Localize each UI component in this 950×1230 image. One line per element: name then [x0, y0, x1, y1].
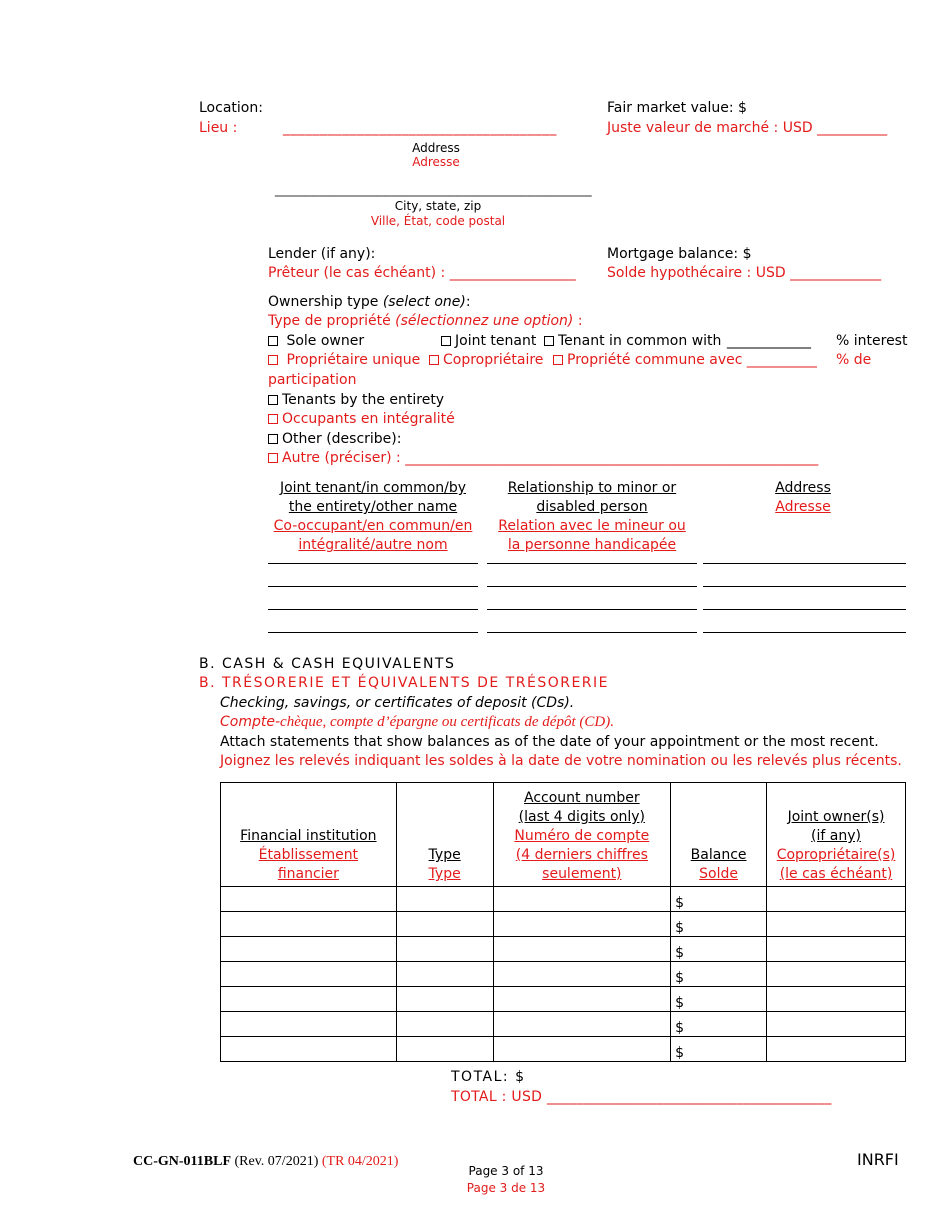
- cell-institution[interactable]: [221, 912, 397, 937]
- form-id: CC-GN-011BLF (Rev. 07/2021) (TR 04/2021): [133, 1154, 399, 1169]
- page-number: Page 3 of 13: [468, 1164, 544, 1178]
- cell-joint-owner[interactable]: [767, 1012, 906, 1037]
- cotenant-line[interactable]: [703, 609, 906, 610]
- cotenant-line[interactable]: [268, 632, 478, 633]
- section-b-subtitle: Checking, savings, or certificates of deposit (CDs).: [220, 695, 575, 711]
- interest-label-fr-cont: participation: [268, 372, 357, 388]
- total-label: TOTAL: $: [451, 1069, 526, 1085]
- cell-balance[interactable]: $: [671, 937, 767, 962]
- cotenant-line[interactable]: [703, 586, 906, 587]
- table-row: [221, 887, 906, 912]
- checkbox-icon[interactable]: [544, 336, 554, 346]
- cell-balance[interactable]: $: [671, 887, 767, 912]
- cotenant-line[interactable]: [487, 586, 697, 587]
- cell-account[interactable]: [493, 937, 671, 962]
- option-tenant-in-common-fr[interactable]: Propriété commune avec __________: [553, 351, 817, 370]
- location-label: Location:: [199, 100, 263, 116]
- option-joint-tenant-fr[interactable]: Copropriétaire: [429, 351, 543, 370]
- section-b-title-fr: B. TRÉSORERIE ET ÉQUIVALENTS DE TRÉSORERIE: [199, 675, 609, 691]
- checkbox-icon[interactable]: [268, 395, 278, 405]
- option-other-fr[interactable]: Autre (préciser) : ___________________________________________________________: [268, 449, 818, 468]
- accounts-table: [220, 782, 906, 1062]
- cell-joint-owner[interactable]: [767, 887, 906, 912]
- table-row: [221, 962, 906, 987]
- cell-balance[interactable]: $: [671, 912, 767, 937]
- option-tenants-entirety-fr[interactable]: Occupants en intégralité: [268, 410, 455, 429]
- table-row: [221, 912, 906, 937]
- section-b-title: B. CASH & CASH EQUIVALENTS: [199, 656, 456, 672]
- cotenant-line[interactable]: [268, 563, 478, 564]
- cotenant-line[interactable]: [268, 586, 478, 587]
- total-field[interactable]: TOTAL : USD _______________________________________: [451, 1089, 832, 1105]
- header-balance: Balance Solde: [671, 783, 767, 887]
- cell-institution[interactable]: [221, 962, 397, 987]
- cell-type[interactable]: [396, 1012, 493, 1037]
- ownership-title: Ownership type (select one):: [268, 294, 471, 310]
- cell-institution[interactable]: [221, 987, 397, 1012]
- cotenant-line[interactable]: [268, 609, 478, 610]
- option-joint-tenant[interactable]: Joint tenant: [441, 332, 536, 351]
- cell-account[interactable]: [493, 912, 671, 937]
- cell-type[interactable]: [396, 1037, 493, 1062]
- cell-joint-owner[interactable]: [767, 1037, 906, 1062]
- cell-balance[interactable]: $: [671, 987, 767, 1012]
- table-header-row: [221, 783, 906, 887]
- cell-balance[interactable]: $: [671, 1012, 767, 1037]
- ownership-title-fr: Type de propriété (sélectionnez une option) :: [268, 313, 583, 329]
- cell-account[interactable]: [493, 1012, 671, 1037]
- attach-instructions-fr: Joignez les relevés indiquant les soldes à la date de votre nomination ou les relevés plus récents.: [220, 753, 902, 769]
- checkbox-icon[interactable]: [268, 336, 278, 346]
- option-other[interactable]: Other (describe):: [268, 430, 401, 449]
- option-tenants-entirety[interactable]: Tenants by the entirety: [268, 391, 444, 410]
- option-tenant-in-common[interactable]: Tenant in common with: [544, 332, 721, 351]
- interest-field[interactable]: ____________: [727, 333, 811, 349]
- cotenant-line[interactable]: [487, 609, 697, 610]
- fmv-field[interactable]: Juste valeur de marché : USD __________: [607, 120, 888, 136]
- table-row: [221, 937, 906, 962]
- address-field[interactable]: _____________________________________: [283, 120, 557, 136]
- cell-institution[interactable]: [221, 887, 397, 912]
- checkbox-icon[interactable]: [429, 355, 439, 365]
- cell-joint-owner[interactable]: [767, 987, 906, 1012]
- cell-balance[interactable]: $: [671, 962, 767, 987]
- address-caption: Address: [412, 141, 460, 155]
- city-caption-fr: Ville, État, code postal: [370, 214, 506, 228]
- cell-joint-owner[interactable]: [767, 962, 906, 987]
- option-sole-owner[interactable]: Sole owner: [268, 332, 364, 351]
- cell-account[interactable]: [493, 987, 671, 1012]
- header-joint-owners: Joint owner(s) (if any) Copropriétaire(s) (le cas échéant): [767, 783, 906, 887]
- attach-instructions: Attach statements that show balances as of the date of your appointment or the most recent.: [220, 734, 879, 750]
- checkbox-icon[interactable]: [268, 434, 278, 444]
- lender-label: Lender (if any):: [268, 246, 376, 262]
- cell-account[interactable]: [493, 1037, 671, 1062]
- form-code: INRFI: [857, 1150, 899, 1169]
- city-field[interactable]: ____________________________________________: [275, 181, 592, 197]
- mortgage-label: Mortgage balance: $: [607, 246, 752, 262]
- header-financial-institution: Financial institution Établissement financier: [221, 783, 397, 887]
- table-row: [221, 1037, 906, 1062]
- cell-institution[interactable]: [221, 1012, 397, 1037]
- table-row: [221, 1012, 906, 1037]
- page-number-fr: Page 3 de 13: [466, 1181, 546, 1195]
- checkbox-icon[interactable]: [268, 355, 278, 365]
- cell-type[interactable]: [396, 937, 493, 962]
- fmv-label: Fair market value: $: [607, 100, 747, 116]
- address-caption-fr: Adresse: [412, 155, 460, 169]
- location-label-fr: Lieu :: [199, 120, 238, 136]
- cell-institution[interactable]: [221, 1037, 397, 1062]
- interest-label: % interest: [836, 333, 908, 349]
- option-sole-owner-fr[interactable]: Propriétaire unique: [268, 351, 420, 370]
- cell-type[interactable]: [396, 962, 493, 987]
- cell-account[interactable]: [493, 962, 671, 987]
- cotenant-line[interactable]: [487, 632, 697, 633]
- checkbox-icon[interactable]: [553, 355, 563, 365]
- cotenant-col1-header: Joint tenant/in common/by the entirety/other name Co-occupant/en commun/en intégralité/autre nom: [273, 480, 473, 553]
- cell-type[interactable]: [396, 887, 493, 912]
- mortgage-field[interactable]: Solde hypothécaire : USD _____________: [607, 265, 882, 281]
- city-caption: City, state, zip: [394, 199, 482, 213]
- cell-account[interactable]: [493, 887, 671, 912]
- cotenant-line[interactable]: [487, 563, 697, 564]
- cotenant-col2-header: Relationship to minor or disabled person Relation avec le mineur ou la personne handicapée: [498, 480, 686, 553]
- cell-type[interactable]: [396, 987, 493, 1012]
- cotenant-col3-header: Address Adresse: [775, 480, 831, 515]
- checkbox-icon[interactable]: [268, 414, 278, 424]
- interest-label-fr: % de: [836, 352, 872, 368]
- checkbox-icon[interactable]: [268, 453, 278, 463]
- cell-institution[interactable]: [221, 937, 397, 962]
- cell-type[interactable]: [396, 912, 493, 937]
- table-row: [221, 987, 906, 1012]
- cotenant-line[interactable]: [703, 563, 906, 564]
- lender-field[interactable]: Prêteur (le cas échéant) : __________________: [268, 265, 576, 281]
- header-account-number: Account number (last 4 digits only) Numéro de compte (4 derniers chiffres seulement): [493, 783, 671, 887]
- checkbox-icon[interactable]: [441, 336, 451, 346]
- header-type: Type Type: [396, 783, 493, 887]
- cell-joint-owner[interactable]: [767, 912, 906, 937]
- cotenant-line[interactable]: [703, 632, 906, 633]
- cell-joint-owner[interactable]: [767, 937, 906, 962]
- cell-balance[interactable]: $: [671, 1037, 767, 1062]
- section-b-subtitle-fr: Compte-chèque, compte d’épargne ou certificats de dépôt (CD).: [220, 714, 614, 730]
